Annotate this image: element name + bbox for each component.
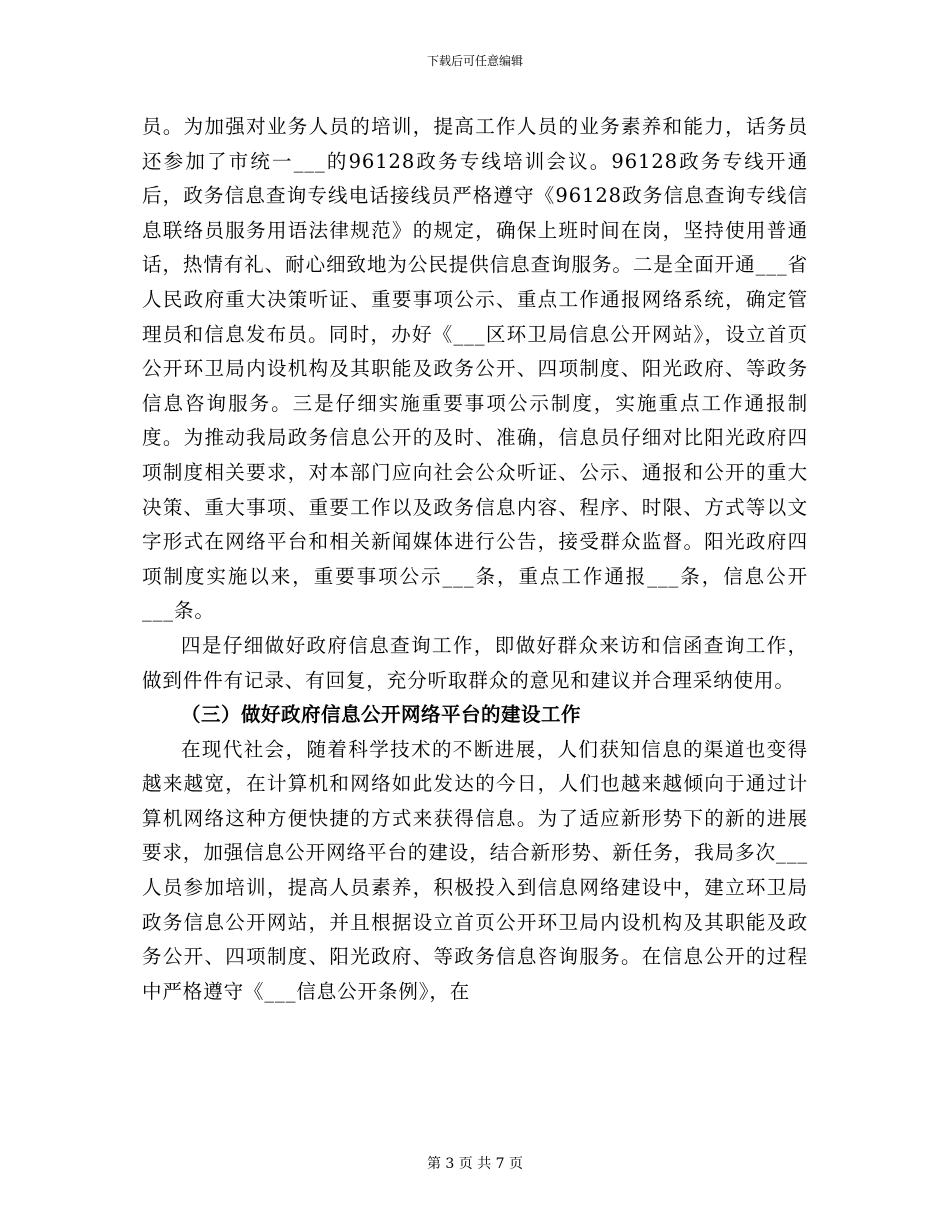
paragraph-1: 员。为加强对业务人员的培训，提高工作人员的业务素养和能力，话务员还参加了市统一___的96128政务专线培训会议。96128政务专线开通后，政务信息查询专线电话接线员严格遵守《96128政务信息查询专线信息联络员服务用语法律规范》的规定，确保上班时间在岗，坚持使用普通话，热情有礼、耐心细致地为公民提供信息查询服务。二是全面开通___省人民政府重大决策听证、重要事项公示、重点工作通报网络系统，确定管理员和信息发布员。同时，办好《___区环卫局信息公开网站》，设立首页公开环卫局内设机构及其职能及政务公开、四项制度、阳光政府、等政务信息咨询服务。三是仔细实施重要事项公示制度，实施重点工作通报制度。为推动我局政务信息公开的及时、准确，信息员仔细对比阳光政府四项制度相关要求，对本部门应向社会公众听证、公示、通报和公开的重大决策、重大事项、重要工作以及政务信息内容、程序、时限、方式等以文字形式在网络平台和相关新闻媒体进行公告，接受群众监督。阳光政府四项制度实施以来，重要事项公示___条，重点工作通报___条，信息公开___条。 xyxy=(142,115,808,623)
section-heading: （三）做好政府信息公开网络平台的建设工作 xyxy=(181,703,582,727)
page-footer: 第 3 页 共 7 页 xyxy=(426,1156,524,1172)
paragraph-3: 在现代社会，随着科学技术的不断进展，人们获知信息的渠道也变得越来越宽，在计算机和网络如此发达的今日，人们也越来越倾向于通过计算机网络这种方便快捷的方式来获得信息。为了适应新形势下的新的进展要求，加强信息公开网络平台的建设，结合新形势、新任务，我局多次___人员参加培训，提高人员素养，积极投入到信息网络建设中，建立环卫局政务信息公开网站，并且根据设立首页公开环卫局内设机构及其职能及政务公开、四项制度、阳光政府、等政务信息咨询服务。在信息公开的过程中严格遵守《___信息公开条例》，在 xyxy=(142,737,808,1003)
document-body xyxy=(142,110,808,1009)
page-header: 下载后可任意编辑 xyxy=(426,54,523,68)
paragraph-2: 四是仔细做好政府信息查询工作，即做好群众来访和信函查询工作，做到件件有记录、有回复，充分听取群众的意见和建议并合理采纳使用。 xyxy=(142,633,808,692)
